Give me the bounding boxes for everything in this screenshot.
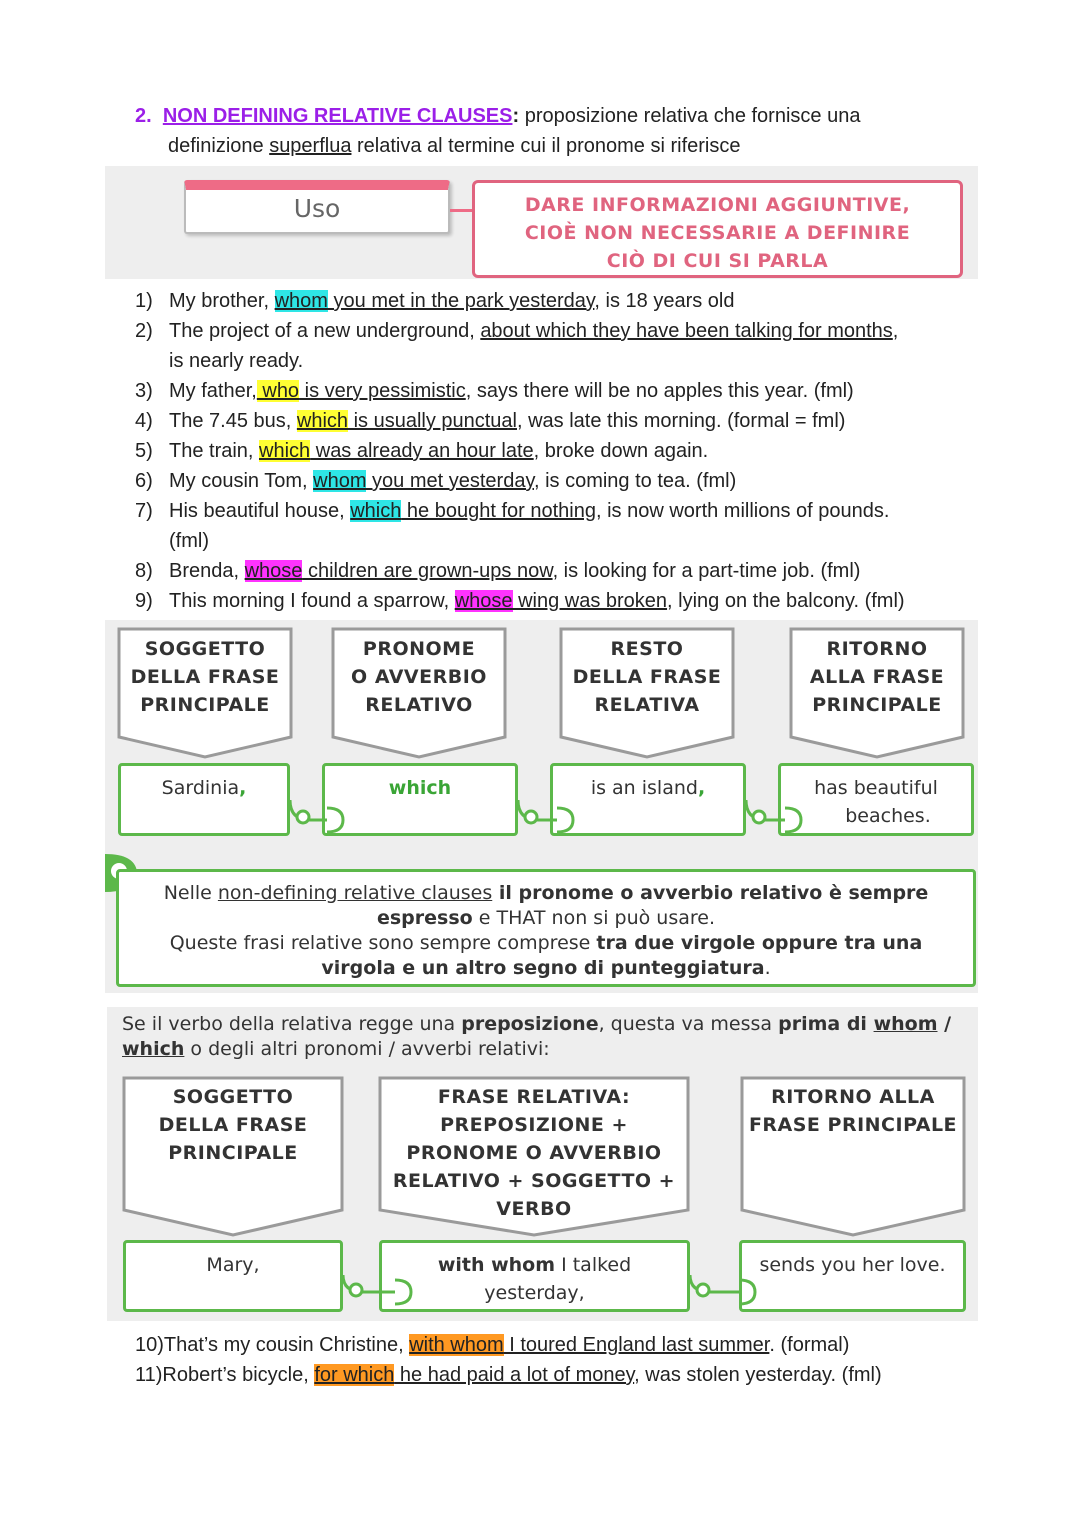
- item-clause: I toured England last summer: [503, 1334, 770, 1356]
- connector-knob-1: [350, 1284, 362, 1296]
- item-pronoun: whose: [244, 560, 303, 582]
- section-title: NON DEFINING RELATIVE CLAUSES: [162, 105, 513, 127]
- d2-header-3: [742, 1083, 964, 1139]
- uso-def-line3: CIÒ DI CUI SI PARLA: [606, 250, 829, 272]
- note-bold: espresso: [376, 907, 473, 929]
- header-line: PRINCIPALE: [812, 694, 942, 716]
- header-4: [791, 635, 963, 719]
- note-line4: [119, 956, 973, 981]
- intro-bold: preposizione: [461, 1013, 599, 1035]
- item-number: 3): [135, 380, 153, 402]
- piece-comma: ,: [697, 777, 706, 799]
- item-text-end: , is now worth millions of pounds.: [595, 500, 890, 522]
- puzzle-connectors-2: [107, 1240, 978, 1320]
- list-item: [135, 376, 1035, 406]
- header-line: SOGGETTO: [144, 638, 266, 660]
- header-1: [119, 635, 291, 719]
- header-line: PRONOME O AVVERBIO: [406, 1142, 662, 1164]
- intro-text: o degli altri pronomi / avverbi relativi:: [184, 1038, 550, 1060]
- item-clause: he had paid a lot of money: [394, 1364, 635, 1386]
- item-text: My father,: [169, 380, 257, 402]
- note-text: .: [764, 957, 771, 979]
- item-text-end: , broke down again.: [533, 440, 709, 462]
- item-text: Brenda,: [169, 560, 245, 582]
- piece-text: beaches.: [845, 805, 931, 827]
- item-number: 10): [135, 1334, 164, 1356]
- section-title-colon: :: [512, 105, 520, 127]
- piece-text: which: [388, 777, 452, 799]
- note-text: Nelle: [163, 882, 218, 904]
- item-clause: you met in the park yesterday: [327, 290, 595, 312]
- list-item: [135, 1330, 1035, 1360]
- header-line: RELATIVA: [594, 694, 700, 716]
- connector-knob-3: [753, 811, 765, 823]
- item-text-end: , lying on the balcony. (fml): [667, 590, 905, 612]
- item-pronoun: whom: [313, 470, 367, 492]
- note-underlined: non-defining relative clauses: [217, 882, 493, 904]
- list-item: [135, 286, 1035, 316]
- header-line: ALLA FRASE: [809, 666, 945, 688]
- connector-knob-1: [297, 811, 309, 823]
- item-pronoun: whom: [274, 290, 328, 312]
- puzzle-connectors-1: [105, 760, 978, 850]
- item-text: My brother,: [169, 290, 275, 312]
- header-line: RITORNO: [826, 638, 928, 660]
- header-line: RELATIVO + SOGGETTO +: [392, 1170, 676, 1192]
- item-text: The train,: [169, 440, 260, 462]
- item-text-end: , is 18 years old: [594, 290, 735, 312]
- item-text-end: , was late this morning. (formal = fml): [517, 410, 846, 432]
- item-clause: he bought for nothing: [401, 500, 596, 522]
- note-line3: [119, 931, 973, 956]
- item-preposition-pronoun: for which: [314, 1364, 395, 1386]
- intro-bold-underlined: which: [122, 1038, 185, 1060]
- piece-text: has beautiful: [814, 777, 938, 799]
- list-item: [135, 316, 1035, 346]
- item-clause: you met yesterday: [366, 470, 534, 492]
- item-clause: is usually punctual: [348, 410, 517, 432]
- d2-header-1: [124, 1083, 342, 1167]
- header-line: DELLA FRASE: [572, 666, 722, 688]
- piece-text: sends you her love.: [759, 1254, 946, 1276]
- d2-header-2: [380, 1083, 688, 1223]
- item-clause: is very pessimistic: [299, 380, 466, 402]
- item-clause: was already an hour late: [310, 440, 534, 462]
- section-desc-line2: [168, 131, 741, 161]
- item-text: is nearly ready.: [169, 350, 304, 372]
- item-text: His beautiful house,: [169, 500, 351, 522]
- piece-text: is an island: [590, 777, 698, 799]
- note-line2: [119, 906, 973, 931]
- item-pronoun: which: [350, 500, 402, 522]
- item-pronoun: who: [256, 380, 300, 402]
- uso-def-line2: CIOÈ NON NECESSARIE A DEFINIRE: [524, 222, 911, 244]
- item-text: This morning I found a sparrow,: [169, 590, 455, 612]
- item-preposition-pronoun: with whom: [409, 1334, 504, 1356]
- item-number: 6): [135, 470, 153, 492]
- header-line: RELATIVO: [365, 694, 473, 716]
- header-line: PRINCIPALE: [140, 694, 270, 716]
- header-line: FRASE RELATIVA:: [437, 1086, 631, 1108]
- uso-connector: [450, 209, 474, 212]
- piece-text: yesterday,: [484, 1282, 585, 1304]
- item-text-end: . (formal): [769, 1334, 850, 1356]
- item-text: The project of a new underground,: [169, 320, 481, 342]
- header-line: O AVVERBIO: [351, 666, 487, 688]
- section-number: 2.: [135, 105, 152, 127]
- list-item: [135, 466, 1035, 496]
- intro-text: , questa va messa: [598, 1013, 779, 1035]
- diagram2-intro: [122, 1012, 972, 1062]
- desc-underlined: superflua: [269, 135, 352, 157]
- piece-comma: ,: [239, 777, 247, 799]
- intro-bold-underlined: whom: [873, 1013, 938, 1035]
- example-list: [135, 286, 1035, 616]
- item-pronoun: whose: [454, 590, 513, 612]
- list-item-continued: [135, 346, 1035, 376]
- header-3: [561, 635, 733, 719]
- list-item: [135, 556, 1035, 586]
- intro-bold: prima di: [778, 1013, 874, 1035]
- piece-bold: with whom: [437, 1254, 556, 1276]
- header-line: DELLA FRASE: [130, 666, 280, 688]
- connector-knob-2: [697, 1284, 709, 1296]
- item-text: That’s my cousin Christine,: [163, 1334, 410, 1356]
- item-text-end: , was stolen yesterday. (fml): [634, 1364, 882, 1386]
- connector-knob-2: [525, 811, 537, 823]
- item-clause: children are grown-ups now: [302, 560, 553, 582]
- piece-text: I talked: [555, 1254, 632, 1276]
- item-text: The 7.45 bus,: [169, 410, 297, 432]
- header-line: FRASE PRINCIPALE: [748, 1114, 958, 1136]
- example-list-2: [135, 1330, 1035, 1390]
- list-item: [135, 496, 1035, 526]
- header-line: VERBO: [496, 1198, 572, 1220]
- note-bold: tra due virgole oppure tra una: [596, 932, 923, 954]
- header-line: DELLA FRASE: [158, 1114, 308, 1136]
- note-bold: il pronome o avverbio relativo è sempre: [492, 882, 929, 904]
- header-line: SOGGETTO: [172, 1086, 294, 1108]
- desc-text-end: relativa al termine cui il pronome si riferisce: [351, 135, 741, 157]
- item-pronoun: which: [296, 410, 349, 432]
- item-text: Robert’s bicycle,: [162, 1364, 315, 1386]
- item-number: 9): [135, 590, 153, 612]
- list-item: [135, 586, 1035, 616]
- item-number: 4): [135, 410, 153, 432]
- note-line1: [119, 881, 973, 906]
- header-line: PRONOME: [362, 638, 476, 660]
- uso-label: Uso: [293, 194, 341, 223]
- item-number: 8): [135, 560, 153, 582]
- piece-text: Sardinia: [161, 777, 240, 799]
- piece-text: Mary,: [206, 1254, 260, 1276]
- list-item: [135, 406, 1035, 436]
- list-item: [135, 436, 1035, 466]
- header-2: [333, 635, 505, 719]
- header-line: RESTO: [610, 638, 684, 660]
- list-item-continued: [135, 526, 1035, 556]
- note-text: Queste frasi relative sono sempre comprese: [169, 932, 597, 954]
- item-text: My cousin Tom,: [169, 470, 314, 492]
- item-number: 7): [135, 500, 153, 522]
- item-number: 5): [135, 440, 153, 462]
- desc-text: definizione: [168, 135, 270, 157]
- item-number: 11): [135, 1364, 163, 1386]
- item-clause: about which they have been talking for months: [480, 320, 893, 342]
- item-pronoun: which: [259, 440, 311, 462]
- note-bold: virgola e un altro segno di punteggiatura: [321, 957, 765, 979]
- intro-bold: /: [937, 1013, 952, 1035]
- item-number: 2): [135, 320, 153, 342]
- header-line: PREPOSIZIONE +: [440, 1114, 628, 1136]
- list-item: [135, 1360, 1035, 1390]
- note-box: [116, 869, 976, 987]
- section-desc-line1: proposizione relativa che fornisce una: [519, 105, 861, 127]
- item-text-end: ,: [892, 320, 899, 342]
- note-text: e THAT non si può usare.: [472, 907, 715, 929]
- uso-def-line1: DARE INFORMAZIONI AGGIUNTIVE,: [524, 194, 911, 216]
- section-heading: [135, 101, 1035, 131]
- item-text-end: , is coming to tea. (fml): [533, 470, 737, 492]
- item-number: 1): [135, 290, 153, 312]
- item-text: (fml): [169, 530, 209, 552]
- item-text-end: , says there will be no apples this year. (fml): [465, 380, 854, 402]
- uso-definition: [472, 180, 963, 278]
- item-clause: wing was broken: [512, 590, 668, 612]
- intro-text: Se il verbo della relativa regge una: [122, 1013, 462, 1035]
- item-text-end: , is looking for a part-time job. (fml): [552, 560, 861, 582]
- header-line: RITORNO ALLA: [771, 1086, 935, 1108]
- header-line: PRINCIPALE: [168, 1142, 298, 1164]
